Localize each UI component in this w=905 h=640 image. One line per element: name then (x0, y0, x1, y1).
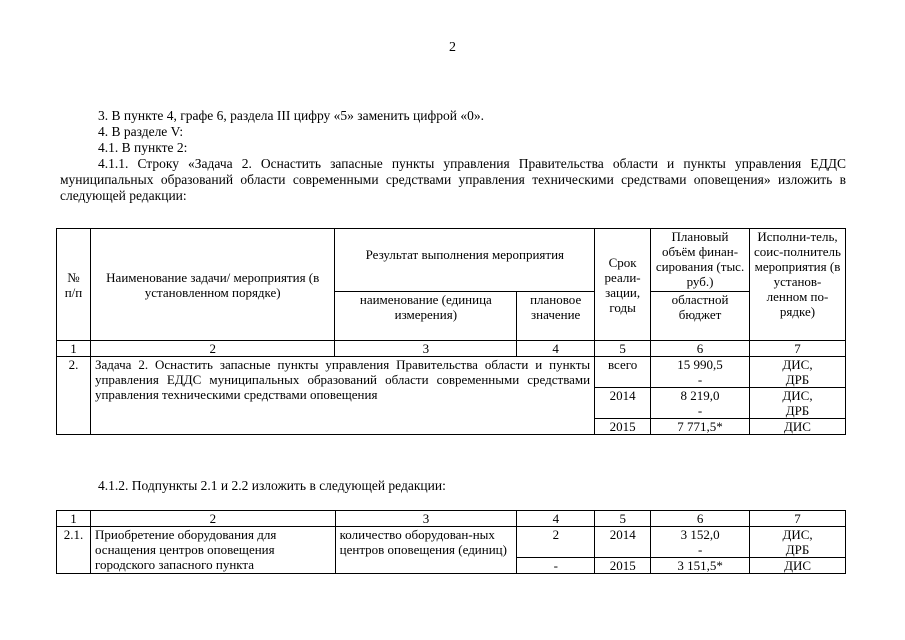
row-task-text: Задача 2. Оснастить запасные пункты управления Правительства области и пункты управления ЕДДС муниципальных образований области современными средствами управления техническими средствами оповещения (90, 357, 594, 435)
paragraph-4-1: 4.1. В пункте 2: (98, 140, 188, 155)
row-year: 2014 (595, 527, 651, 558)
row-name: Приобретение оборудования для оснащения центров оповещения городского запасного пункта (90, 527, 335, 574)
col-number: 4 (517, 341, 595, 357)
row-num: 2. (57, 357, 91, 435)
header-task: Наименование задачи/ мероприятия (в установленном порядке) (90, 229, 335, 341)
row-executor: ДИС, ДРБ (749, 388, 845, 419)
col-number: 3 (335, 341, 517, 357)
header-budget: областной бюджет (651, 292, 750, 341)
page-number: 2 (449, 40, 456, 55)
col-number: 5 (595, 341, 651, 357)
header-result-plan: плановое значение (517, 292, 595, 341)
header-executor: Исполни-тель, соис-полнитель мероприятия (в установ-ленном по-рядке) (749, 229, 845, 341)
header-num: № п/п (57, 229, 91, 341)
row-year: 2014 (595, 388, 651, 419)
col-number: 2 (90, 341, 335, 357)
col-number: 6 (651, 341, 750, 357)
subtask-table (56, 510, 846, 574)
row-amount: 15 990,5 - (651, 357, 750, 388)
header-result: Результат выполнения мероприятия (335, 229, 595, 292)
row-amount: 8 219,0 - (651, 388, 750, 419)
paragraph-4-1-2: 4.1.2. Подпункты 2.1 и 2.2 изложить в следующей редакции: (98, 478, 446, 493)
header-term: Срок реали-зации, годы (595, 229, 651, 341)
row-executor: ДИС, ДРБ (749, 357, 845, 388)
row-amount: 7 771,5* (651, 419, 750, 435)
paragraph-4: 4. В разделе V: (98, 124, 184, 139)
row-plan: - (517, 558, 595, 574)
col-number: 2 (90, 511, 335, 527)
header-result-name: наименование (единица измерения) (335, 292, 517, 341)
col-number: 5 (595, 511, 651, 527)
paragraph-3: 3. В пункте 4, графе 6, раздела III цифру «5» заменить цифрой «0». (98, 108, 484, 123)
col-number: 3 (335, 511, 517, 527)
header-volume: Плановый объём финан-сирования (тыс. руб.) (651, 229, 750, 292)
col-number: 6 (651, 511, 750, 527)
task-table (56, 228, 846, 435)
row-amount: 3 151,5* (651, 558, 750, 574)
col-number: 4 (517, 511, 595, 527)
row-executor: ДИС, ДРБ (750, 527, 846, 558)
col-number: 1 (57, 341, 91, 357)
paragraph-4-1-1: 4.1.1. Строку «Задача 2. Оснастить запасные пункты управления Правительства области и пункты управления ЕДДС муниципальных образований области современными средствами управления техническими средствами оповещения» изложить в следующей редакции: (60, 156, 846, 203)
col-number: 7 (750, 511, 846, 527)
row-result: количество оборудован-ных центров оповещения (единиц) (335, 527, 517, 574)
table-row (57, 357, 846, 388)
row-year: 2015 (595, 419, 651, 435)
row-amount: 3 152,0 - (651, 527, 750, 558)
row-executor: ДИС (750, 558, 846, 574)
row-plan: 2 (517, 527, 595, 558)
row-year: всего (595, 357, 651, 388)
table-row (57, 527, 846, 558)
row-executor: ДИС (749, 419, 845, 435)
row-year: 2015 (595, 558, 651, 574)
col-number: 7 (749, 341, 845, 357)
row-num: 2.1. (57, 527, 91, 574)
col-number: 1 (57, 511, 91, 527)
